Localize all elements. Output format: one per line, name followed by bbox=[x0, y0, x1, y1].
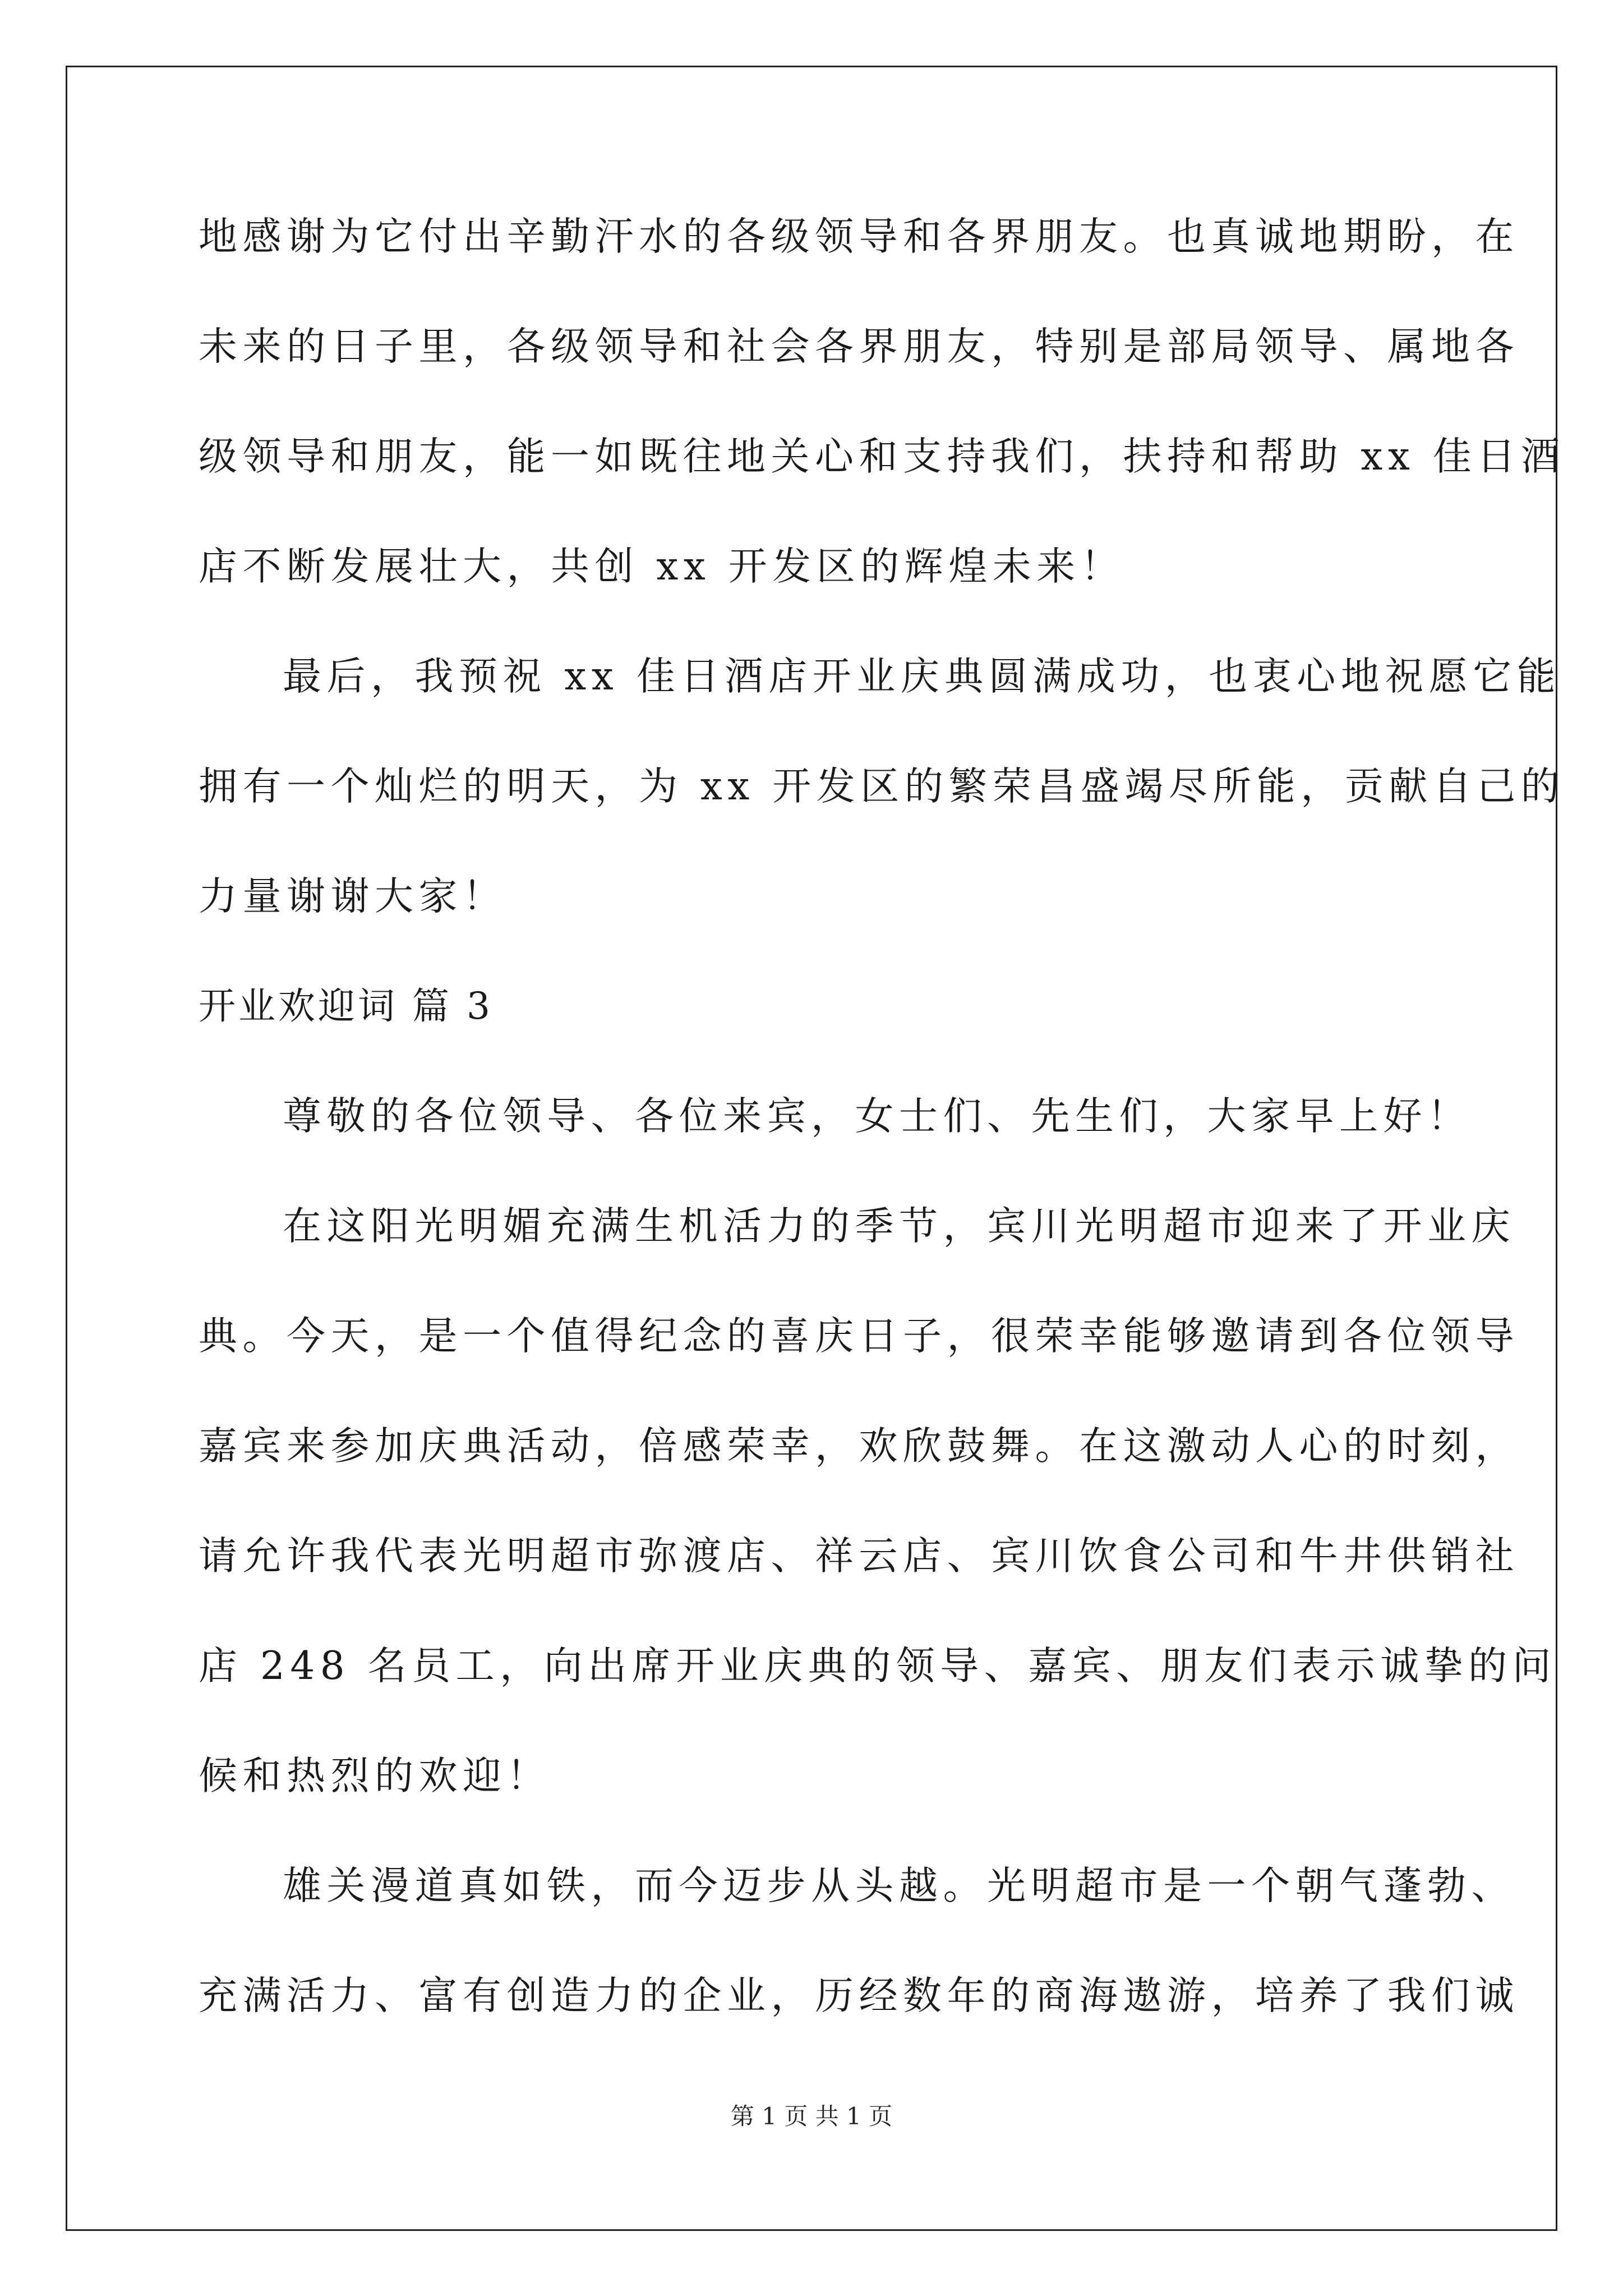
text-line: 拥有一个灿烂的明天，为 xx 开发区的繁荣昌盛竭尽所能，贡献自己的 bbox=[199, 764, 1565, 809]
section-heading: 开业欢迎词 篇 3 bbox=[199, 984, 493, 1028]
text-line: 充满活力、富有创造力的企业，历经数年的商海遨游，培养了我们诚 bbox=[199, 1973, 1519, 2018]
text-line: 地感谢为它付出辛勤汗水的各级领导和各界朋友。也真诚地期盼，在 bbox=[199, 214, 1519, 259]
page-footer: 第 1 页 共 1 页 bbox=[730, 2102, 893, 2130]
text-line: 最后，我预祝 xx 佳日酒店开业庆典圆满成功，也衷心地祝愿它能 bbox=[283, 654, 1561, 699]
text-line: 雄关漫道真如铁，而今迈步从头越。光明超市是一个朝气蓬勃、 bbox=[283, 1864, 1515, 1908]
text-line: 请允许我代表光明超市弥渡店、祥云店、宾川饮食公司和牛井供销社 bbox=[199, 1534, 1519, 1579]
paragraph-3 bbox=[199, 1088, 1472, 1144]
text-line: 尊敬的各位领导、各位来宾，女士们、先生们，大家早上好！ bbox=[283, 1094, 1472, 1139]
paragraph-4 bbox=[199, 1198, 1557, 1804]
paragraph-1 bbox=[199, 209, 1565, 595]
text-line: 在这阳光明媚充满生机活力的季节，宾川光明超市迎来了开业庆 bbox=[283, 1204, 1515, 1249]
text-line: 嘉宾来参加庆典活动，倍感荣幸，欢欣鼓舞。在这激动人心的时刻， bbox=[199, 1424, 1519, 1469]
text-line: 未来的日子里，各级领导和社会各界朋友，特别是部局领导、属地各 bbox=[199, 324, 1519, 369]
paragraph-2 bbox=[199, 648, 1565, 924]
document-body bbox=[199, 209, 1565, 2078]
text-line: 店不断发展壮大，共创 xx 开发区的辉煌未来！ bbox=[199, 544, 1125, 589]
text-line: 力量谢谢大家！ bbox=[199, 874, 507, 919]
text-line: 候和热烈的欢迎！ bbox=[199, 1754, 551, 1798]
paragraph-5 bbox=[199, 1858, 1519, 2024]
text-line: 级领导和朋友，能一如既往地关心和支持我们，扶持和帮助 xx 佳日酒 bbox=[199, 434, 1565, 479]
text-line: 典。今天，是一个值得纪念的喜庆日子，很荣幸能够邀请到各位领导 bbox=[199, 1314, 1519, 1359]
text-line: 店 248 名员工，向出席开业庆典的领导、嘉宾、朋友们表示诚挚的问 bbox=[199, 1644, 1557, 1688]
